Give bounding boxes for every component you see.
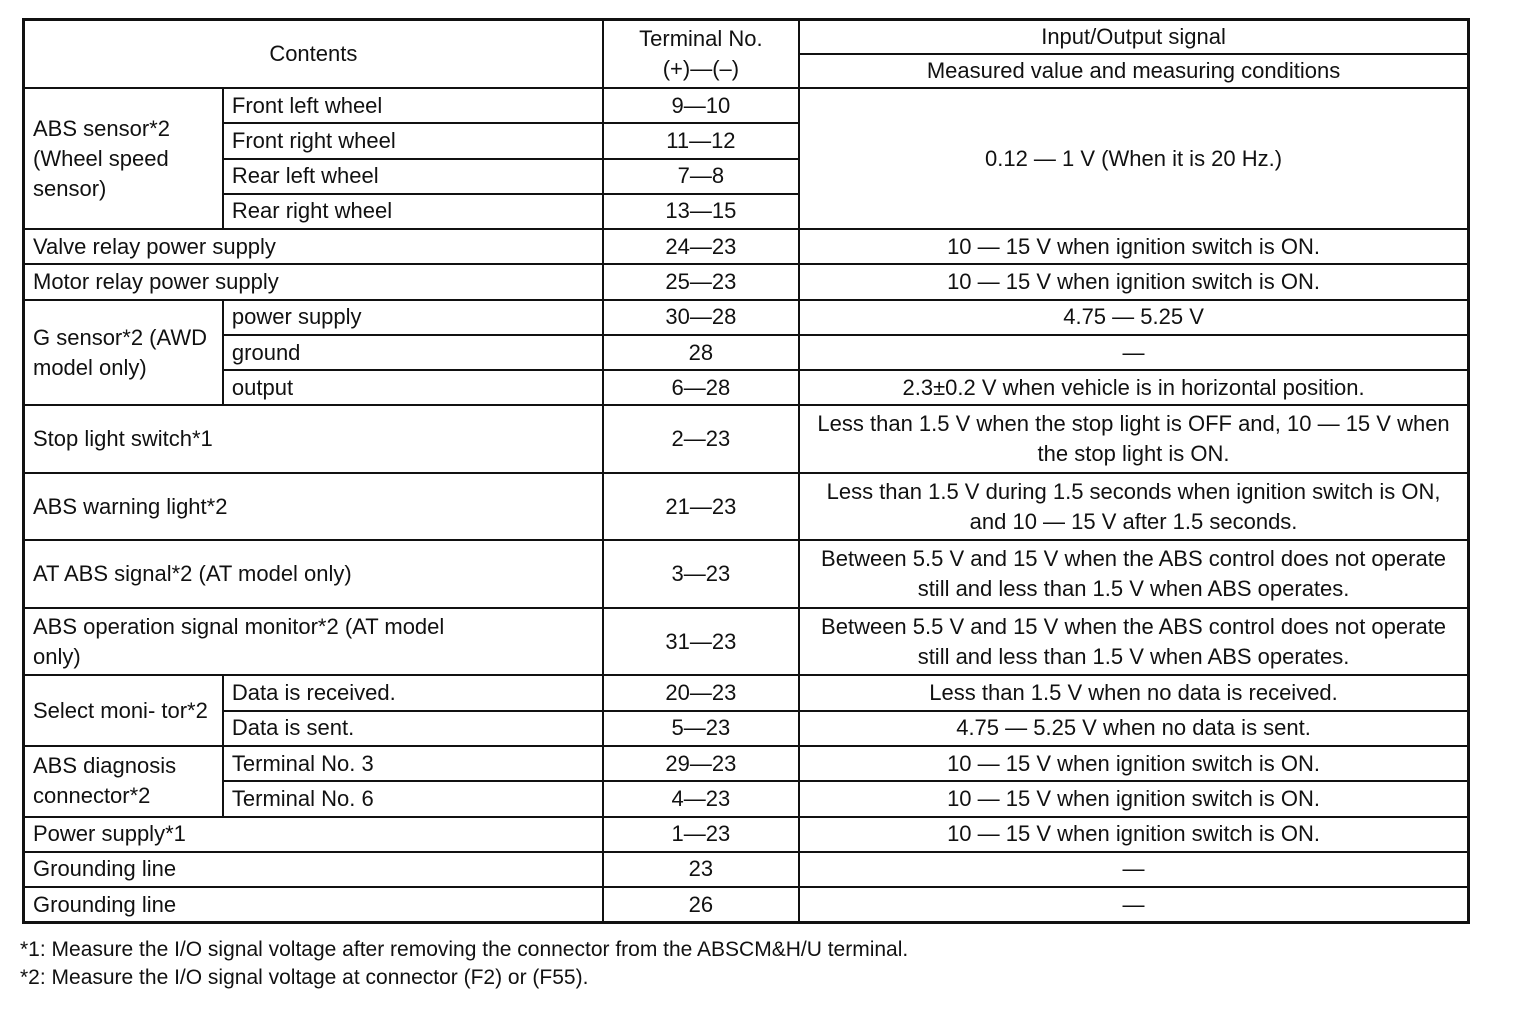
power-supply-label: Power supply*1 <box>24 817 603 852</box>
header-measured: Measured value and measuring conditions <box>799 54 1468 88</box>
g-sensor-terminal: 6—28 <box>603 370 799 405</box>
valve-relay-terminal: 24—23 <box>603 229 799 264</box>
table-row <box>24 887 1469 922</box>
abs-sensor-terminal: 7—8 <box>603 159 799 194</box>
valve-relay-value: 10 — 15 V when ignition switch is ON. <box>799 229 1468 264</box>
at-abs-signal-terminal: 3—23 <box>603 540 799 608</box>
header-io-signal: Input/Output signal <box>799 20 1468 54</box>
table-row <box>24 711 1469 746</box>
power-supply-value: 10 — 15 V when ignition switch is ON. <box>799 817 1468 852</box>
table-row <box>24 540 1469 608</box>
abs-sensor-label: ABS sensor*2 (Wheel speed sensor) <box>24 88 223 229</box>
stop-light-terminal: 2—23 <box>603 405 799 473</box>
abs-sensor-terminal: 13—15 <box>603 194 799 229</box>
abs-warning-value: Less than 1.5 V during 1.5 seconds when ignition switch is ON, and 10 — 15 V after 1.5 seconds. <box>799 473 1468 541</box>
grounding-line-label: Grounding line <box>24 852 603 887</box>
table-row <box>24 229 1469 264</box>
g-sensor-terminal: 28 <box>603 335 799 370</box>
g-sensor-label: G sensor*2 (AWD model only) <box>24 300 223 406</box>
io-signal-table <box>22 18 1470 924</box>
header-terminal-line1: Terminal No. <box>639 26 763 52</box>
g-sensor-value: — <box>799 335 1468 370</box>
abs-warning-label: ABS warning light*2 <box>24 473 603 541</box>
table-row <box>24 88 1469 123</box>
abs-diag-value: 10 — 15 V when ignition switch is ON. <box>799 781 1468 816</box>
abs-sensor-terminal: 11—12 <box>603 123 799 158</box>
g-sensor-sub: output <box>223 370 603 405</box>
table-row <box>24 335 1469 370</box>
abs-diag-sub: Terminal No. 3 <box>223 746 603 781</box>
at-abs-signal-label: AT ABS signal*2 (AT model only) <box>24 540 603 608</box>
g-sensor-sub: ground <box>223 335 603 370</box>
abs-diag-value: 10 — 15 V when ignition switch is ON. <box>799 746 1468 781</box>
select-monitor-sub: Data is sent. <box>223 711 603 746</box>
grounding-line-terminal: 26 <box>603 887 799 922</box>
abs-sensor-sub: Front left wheel <box>223 88 603 123</box>
table-row <box>24 264 1469 299</box>
header-terminal <box>603 20 799 89</box>
valve-relay-label: Valve relay power supply <box>24 229 603 264</box>
motor-relay-terminal: 25—23 <box>603 264 799 299</box>
table-row <box>24 473 1469 541</box>
abs-sensor-terminal: 9—10 <box>603 88 799 123</box>
grounding-line-value: — <box>799 852 1468 887</box>
abs-operation-terminal: 31—23 <box>603 608 799 676</box>
abs-diag-sub: Terminal No. 6 <box>223 781 603 816</box>
footnotes <box>20 936 908 992</box>
table-row <box>24 370 1469 405</box>
g-sensor-value: 2.3±0.2 V when vehicle is in horizontal position. <box>799 370 1468 405</box>
table-row <box>24 675 1469 710</box>
abs-sensor-sub: Rear right wheel <box>223 194 603 229</box>
header-contents: Contents <box>24 20 603 89</box>
abs-operation-label: ABS operation signal monitor*2 (AT model only) <box>24 608 603 676</box>
footnote-2: *2: Measure the I/O signal voltage at connector (F2) or (F55). <box>20 966 589 989</box>
footnote-1: *1: Measure the I/O signal voltage after removing the connector from the ABSCM&H/U terminal. <box>20 938 909 961</box>
table-row <box>24 746 1469 781</box>
select-monitor-label: Select moni- tor*2 <box>24 675 223 746</box>
grounding-line-value: — <box>799 887 1468 922</box>
select-monitor-terminal: 20—23 <box>603 675 799 710</box>
abs-operation-value: Between 5.5 V and 15 V when the ABS control does not operate still and less than 1.5 V when ABS operates. <box>799 608 1468 676</box>
table-row <box>24 817 1469 852</box>
grounding-line-label: Grounding line <box>24 887 603 922</box>
abs-diag-terminal: 4—23 <box>603 781 799 816</box>
g-sensor-sub: power supply <box>223 300 603 335</box>
at-abs-signal-value: Between 5.5 V and 15 V when the ABS control does not operate still and less than 1.5 V when ABS operates. <box>799 540 1468 608</box>
abs-sensor-sub: Rear left wheel <box>223 159 603 194</box>
table-row <box>24 300 1469 335</box>
table-row <box>24 781 1469 816</box>
select-monitor-terminal: 5—23 <box>603 711 799 746</box>
abs-diag-label: ABS diagnosis connector*2 <box>24 746 223 817</box>
abs-sensor-value: 0.12 — 1 V (When it is 20 Hz.) <box>799 88 1468 229</box>
motor-relay-value: 10 — 15 V when ignition switch is ON. <box>799 264 1468 299</box>
abs-warning-terminal: 21—23 <box>603 473 799 541</box>
table-row <box>24 852 1469 887</box>
motor-relay-label: Motor relay power supply <box>24 264 603 299</box>
stop-light-value: Less than 1.5 V when the stop light is OFF and, 10 — 15 V when the stop light is ON. <box>799 405 1468 473</box>
grounding-line-terminal: 23 <box>603 852 799 887</box>
select-monitor-value: Less than 1.5 V when no data is received. <box>799 675 1468 710</box>
select-monitor-value: 4.75 — 5.25 V when no data is sent. <box>799 711 1468 746</box>
stop-light-label: Stop light switch*1 <box>24 405 603 473</box>
abs-sensor-sub: Front right wheel <box>223 123 603 158</box>
g-sensor-value: 4.75 — 5.25 V <box>799 300 1468 335</box>
select-monitor-sub: Data is received. <box>223 675 603 710</box>
g-sensor-terminal: 30—28 <box>603 300 799 335</box>
table-row <box>24 405 1469 473</box>
header-terminal-line2: (+)—(–) <box>662 56 740 82</box>
power-supply-terminal: 1—23 <box>603 817 799 852</box>
table-row <box>24 608 1469 676</box>
abs-diag-terminal: 29—23 <box>603 746 799 781</box>
